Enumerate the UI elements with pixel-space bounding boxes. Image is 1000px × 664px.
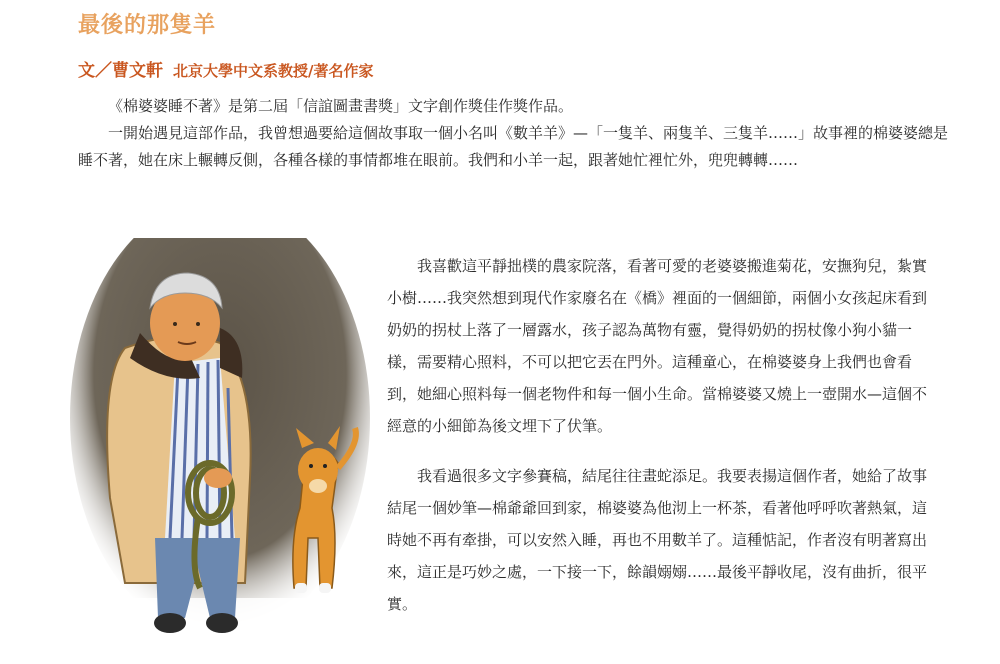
body-paragraph: 我看過很多文字參賽稿，結尾往往畫蛇添足。我要表揚這個作者，她給了故事結尾一個妙筆—棉爺爺回到家，棉婆婆為他沏上一杯茶，看著他呼呼吹著熱氣，這時她不再有牽掛，可以安然入睡，再也不用數羊了。這種惦記，作者沒有明著寫出來，這正是巧妙之處，一下接一下，餘韻嫋嫋……最後平靜收尾，沒有曲折，很平實。: [387, 467, 928, 613]
article-title: 最後的那隻羊: [78, 13, 217, 38]
author-title: 北京大學中文系教授/著名作家: [173, 62, 374, 80]
body-column: [387, 250, 935, 638]
intro-paragraph: 《棉婆婆睡不著》是第二屆「信誼圖畫書獎」文字創作獎佳作獎作品。: [108, 97, 574, 115]
author-name: 文／曹文軒: [78, 61, 163, 81]
body-paragraph: 我喜歡這平靜拙樸的農家院落，看著可愛的老婆婆搬進菊花，安撫狗兒，紮實小樹……我突然想到現代作家廢名在《橋》裡面的一個細節，兩個小女孩起床看到奶奶的拐杖上落了一層露水，孩子認為萬物有靈，覺得奶奶的拐杖像小狗小貓一樣，需要精心照料，不可以把它丟在門外。這種童心，在棉婆婆身上我們也會看到，她細心照料每一個老物件和每一個小生命。當棉婆婆又燒上一壺開水—這個不經意的小細節為後文埋下了伏筆。: [387, 257, 928, 435]
intro-paragraph: 一開始遇見這部作品，我曾想過要給這個故事取一個小名叫《數羊羊》—「一隻羊、兩隻羊、三隻羊……」故事裡的棉婆婆總是睡不著，她在床上輾轉反側，各種各樣的事情都堆在眼前。我們和小羊一起，跟著她忙裡忙外，兜兜轉轉……: [78, 124, 949, 169]
illustration-grandma-with-dog: [70, 238, 370, 664]
intro-section: [78, 93, 948, 174]
byline: [78, 56, 373, 81]
